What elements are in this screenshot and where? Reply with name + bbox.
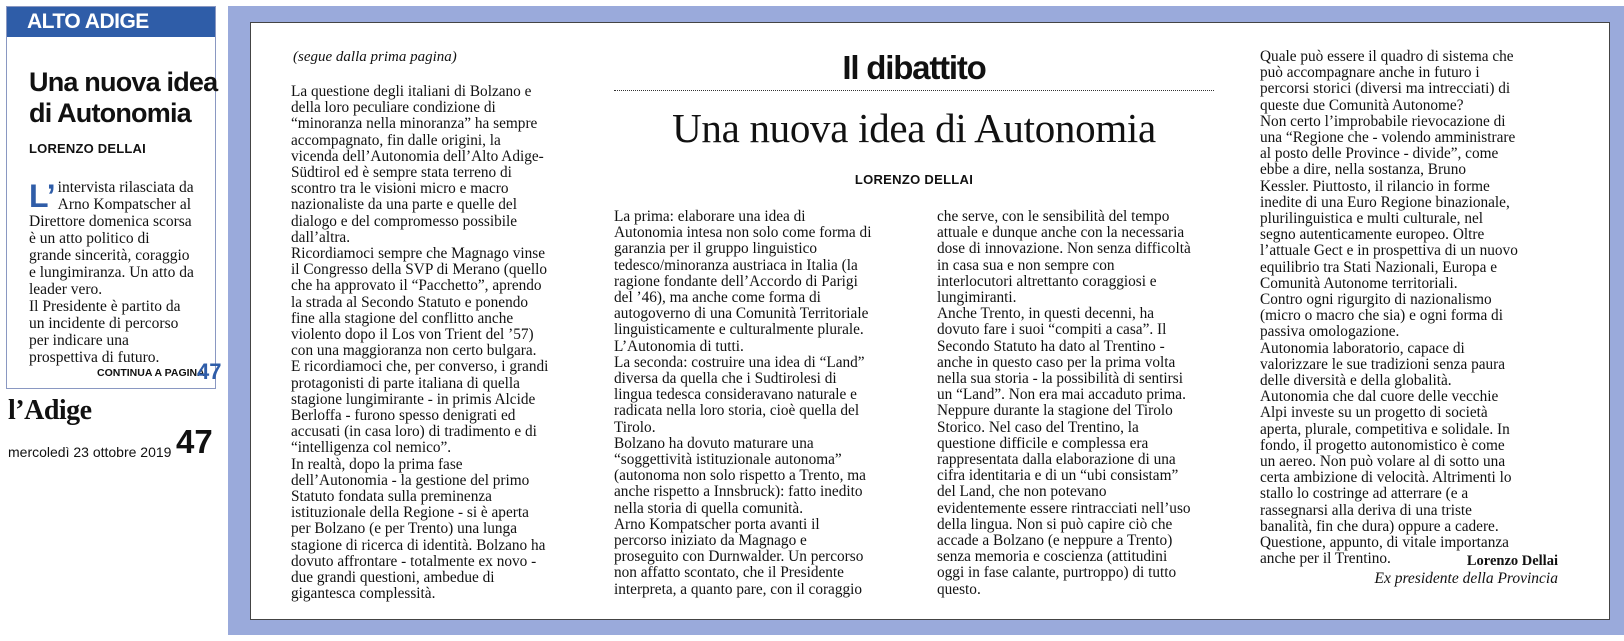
text-line: radicata nella loro storia, cioè quella del: [614, 402, 860, 420]
text-line: leader vero.: [29, 281, 103, 298]
segue-note: (segue dalla prima pagina): [293, 49, 457, 65]
text-line: Neppure durante la stagione del Tirolo: [937, 402, 1173, 420]
text-line: Ricordiamoci sempre che Magnago vinse: [291, 245, 546, 263]
text-line: Contro ogni rigurgito di nazionalismo: [1260, 291, 1492, 309]
text-line: accompagnato, fin dalle origini, la: [291, 131, 501, 149]
text-line: lingua tedesca consideravano naturale e: [614, 386, 857, 404]
text-line: grande sincerità, coraggio: [29, 247, 190, 264]
rubric-divider: [614, 90, 1214, 91]
text-line: della loro peculiare condizione di: [291, 99, 496, 117]
text-line: delle diversità e della globalità.: [1260, 372, 1452, 390]
article-headline: Una nuova idea di Autonomia: [672, 105, 1156, 151]
text-line: l’attuale Gect e in prospettiva di un nuovo: [1260, 242, 1518, 260]
text-line: scontro tra le visioni micro e macro: [291, 180, 509, 198]
text-line: Quale può essere il quadro di sistema che: [1260, 48, 1514, 65]
text-line: percorsi storici (diversi ma intrecciati) di: [1260, 80, 1511, 98]
text-line: percorso iniziato da Magnago e: [614, 532, 807, 550]
text-line: interpreta, a quanto pare, con il coraggio: [614, 580, 863, 598]
article-column-1: [291, 84, 548, 603]
text-line: passiva omologazione.: [1260, 323, 1400, 341]
text-line: Arno Kompatscher al: [57, 196, 192, 213]
text-line: Non certo l’improbabile rievocazione di: [1260, 112, 1506, 130]
front-page-reference: [0, 0, 222, 641]
text-line: del Land, che non potevano: [937, 483, 1107, 501]
newspaper-logo: l’Adige: [8, 395, 92, 426]
text-line: Statuto fondata sulla preminenza: [291, 488, 492, 506]
text-line: lungimiranti.: [937, 289, 1017, 307]
teaser-title-line: di Autonomia: [29, 98, 191, 128]
text-line: per indicare una: [29, 332, 129, 349]
text-line: il Congresso della SVP di Merano (quello: [291, 261, 548, 279]
signature: Lorenzo Dellai: [1466, 553, 1558, 569]
teaser-author: LORENZO DELLAI: [29, 141, 146, 156]
text-line: un “Land”. Non era mai accaduto prima.: [937, 386, 1186, 404]
text-line: fine alla stagione del conflitto anche: [291, 309, 514, 327]
text-line: La seconda: costruire una idea di “Land”: [614, 353, 865, 371]
text-line: garanzia per il gruppo linguistico: [614, 240, 818, 258]
text-line: plurilinguistica e multi culturale, nel: [1260, 210, 1484, 228]
text-line: violento dopo il Los von Trient del ’57): [291, 326, 534, 344]
text-line: Comunità Autonome territoriali.: [1260, 274, 1458, 292]
text-line: non affatto scontato, che il Presidente: [614, 564, 844, 582]
text-line: Autonomia laboratorio, capace di: [1260, 339, 1465, 357]
text-line: equilibrio tra Stati Nazionali, Europa e: [1260, 258, 1498, 276]
text-line: accusati (in casa loro) di tradimento e di: [291, 423, 537, 441]
text-line: cifra identitaria e di un “ubi consistam”: [937, 467, 1179, 485]
text-line: ragione fondante dell’Accordo di Parigi: [614, 272, 858, 290]
text-line: Autonomia intesa non solo come forma di: [614, 224, 872, 242]
text-line: la strada al Secondo Statuto e ponendo: [291, 293, 529, 311]
text-line: Direttore domenica scorsa: [29, 213, 192, 230]
text-line: “minoranza nella minoranza” ha sempre: [291, 115, 538, 133]
text-line: in casa sua e non sempre con: [937, 256, 1115, 274]
text-line: L’Autonomia di tutti.: [614, 337, 744, 355]
continue-page-link[interactable]: 47: [197, 359, 222, 384]
text-line: con una maggioranza non certo bulgara.: [291, 342, 537, 360]
text-line: segno autenticamente europeo. Oltre: [1260, 226, 1485, 244]
text-line: dose di innovazione. Non senza difficoltà: [937, 240, 1191, 258]
text-line: nazionaliste da una parte e quelle del: [291, 196, 517, 214]
text-line: “soggettività istituzionale autonoma”: [614, 451, 842, 469]
text-line: proseguito con Durnwalder. Un percorso: [614, 548, 864, 566]
text-line: stagione lungimirante - in primis Alcide: [291, 390, 536, 408]
text-line: che serve, con le sensibilità del tempo: [937, 208, 1170, 225]
text-line: evidentemente essere rintracciati nell’uso: [937, 499, 1191, 517]
text-line: queste due Comunità Autonome?: [1260, 96, 1464, 114]
text-line: stallo lo costringe ad atterrare (e a: [1260, 485, 1469, 503]
section-label: ALTO ADIGE: [7, 7, 215, 37]
text-line: tedesco/minoranza austriaca in Italia (la: [614, 256, 858, 274]
text-line: La questione degli italiani di Bolzano e: [291, 83, 532, 100]
text-line: oggi in fase calante, purtroppo) di tutto: [937, 564, 1177, 582]
text-line: Il Presidente è partito da: [29, 298, 181, 315]
issue-date: mercoledì 23 ottobre 2019: [8, 444, 172, 460]
text-line: Berloffa - furono spesso denigrati ed: [291, 407, 516, 425]
text-line: (autonoma non solo rispetto a Trento, ma: [614, 467, 866, 485]
text-line: Autonomia che dal cuore delle vecchie: [1260, 388, 1499, 406]
text-line: Anche Trento, in questi decenni, ha: [937, 305, 1155, 323]
page-number: 47: [176, 423, 213, 460]
article-column-2: [614, 209, 871, 598]
text-line: valorizzare le sue tradizioni senza paura: [1260, 355, 1506, 373]
text-line: nella sua storia - la possibilità di sentirsi: [937, 370, 1183, 388]
text-line: anche per il Trentino.: [1260, 550, 1391, 568]
text-line: Storico. Nel caso del Trentino, la: [937, 418, 1139, 436]
text-line: La prima: elaborare una idea di: [614, 208, 806, 225]
text-line: interlocutori altrettanto coraggiosi e: [937, 272, 1157, 290]
text-line: attuale e dunque anche con la necessaria: [937, 224, 1185, 242]
text-line: due grandi questioni, ambedue di: [291, 569, 495, 587]
text-line: istituzionale della Regione - si è aperta: [291, 504, 529, 522]
text-line: senza memoria e coscienza (attitudini: [937, 548, 1168, 566]
text-line: dell’Autonomia - la gestione del primo: [291, 471, 530, 489]
text-line: Secondo Statuto ha dato al Trentino -: [937, 337, 1165, 355]
text-line: può accompagnare anche in futuro i: [1260, 64, 1480, 82]
text-line: E ricordiamoci che, per converso, i grandi: [291, 358, 549, 376]
text-line: accade a Bolzano (e neppure a Trento): [937, 532, 1173, 550]
text-line: dall’altra.: [291, 228, 351, 246]
text-line: una “Regione che - volendo amministrare: [1260, 129, 1516, 147]
text-line: e lungimiranza. Un atto da: [29, 264, 194, 281]
text-line: protagonisti di parte italiana di quella: [291, 374, 520, 392]
text-line: dovuto affrontare - totalmente ex novo -: [291, 552, 537, 570]
text-line: inedite di una Euro Regione binazionale,: [1260, 193, 1510, 211]
text-line: un aereo. Non può volare al di sotto una: [1260, 453, 1506, 471]
text-line: Tirolo.: [614, 418, 656, 436]
text-line: rassegnarsi alla deriva di una triste: [1260, 501, 1472, 519]
continue-label: CONTINUA A PAGINA: [97, 367, 205, 379]
text-line: diversa da quella che i Sudtirolesi di: [614, 370, 837, 388]
text-line: intervista rilasciata da: [57, 179, 194, 196]
teaser-title: [29, 67, 219, 129]
text-line: questione difficile e complessa era: [937, 434, 1149, 452]
text-line: banalità, fin che dura) oppure a cadere.: [1260, 517, 1499, 535]
text-line: aperta, plurale, competitiva e solidale. In: [1260, 420, 1510, 438]
text-line: vicenda dell’Autonomia dell’Alto Adige-: [291, 147, 544, 165]
text-line: Bolzano ha dovuto maturare una: [614, 434, 814, 452]
article-column-4: [1260, 49, 1518, 568]
text-line: della lingua. Non si può capire ciò che: [937, 515, 1173, 533]
text-line: anche rispetto a Innsbruck): fatto inedito: [614, 483, 863, 501]
text-line: fondo, il progetto autonomistico è come: [1260, 436, 1505, 454]
text-line: dialogo e del compromesso possibile: [291, 212, 518, 230]
text-line: ebbe a dire, nella sostanza, Bruno: [1260, 161, 1467, 179]
text-line: nella storia di quella comunità.: [614, 499, 804, 517]
teaser-body: [29, 179, 215, 366]
teaser-box: [6, 6, 222, 389]
text-line: Kessler. Piuttosto, il rilancio in forme: [1260, 177, 1490, 195]
article-column-3: [937, 209, 1191, 598]
text-line: questo.: [937, 580, 981, 598]
text-line: dovuto fare i suoi “compiti a casa”. Il: [937, 321, 1167, 339]
teaser-lines: [29, 179, 215, 366]
text-line: al posto delle Province - divide”, come: [1260, 145, 1499, 163]
text-line: stagione di ricerca di identità. Bolzano ha: [291, 536, 546, 554]
text-line: prospettiva di futuro.: [29, 349, 160, 366]
text-line: Alpi investe su un progetto di società: [1260, 404, 1488, 422]
text-line: un incidente di percorso: [29, 315, 179, 332]
article-byline: LORENZO DELLAI: [854, 172, 974, 187]
text-line: certa ambizione di velocità. Altrimenti lo: [1260, 469, 1512, 487]
text-line: (micro o macro che sia) e ogni forma di: [1260, 307, 1503, 325]
text-line: che ha approvato il “Pacchetto”, aprendo: [291, 277, 542, 295]
text-line: Questione, appunto, di vitale importanza: [1260, 534, 1509, 552]
text-line: gigantesca complessità.: [291, 585, 436, 603]
rubric: Il dibattito: [842, 49, 986, 86]
text-line: per Bolzano (e per Trento) una lunga: [291, 520, 517, 538]
text-line: Arno Kompatscher porta avanti il: [614, 515, 820, 533]
text-line: linguisticamente e culturalmente plurale.: [614, 321, 864, 339]
signature-role: Ex presidente della Provincia: [1374, 570, 1558, 587]
text-line: rappresentata dalla elaborazione di una: [937, 451, 1176, 469]
teaser-title-line: Una nuova idea: [29, 67, 218, 97]
dropcap: L’: [29, 179, 56, 214]
text-line: “intelligenza col nemico”.: [291, 439, 452, 457]
text-line: Südtirol ed è sempre stata terreno di: [291, 164, 512, 182]
text-line: è un atto politico di: [29, 230, 150, 247]
text-line: anche in questo caso per la prima volta: [937, 353, 1176, 371]
text-line: autogoverno di una Comunità Territoriale: [614, 305, 869, 323]
text-line: In realtà, dopo la prima fase: [291, 455, 463, 473]
text-line: del ’46), ma anche come forma di: [614, 289, 821, 307]
